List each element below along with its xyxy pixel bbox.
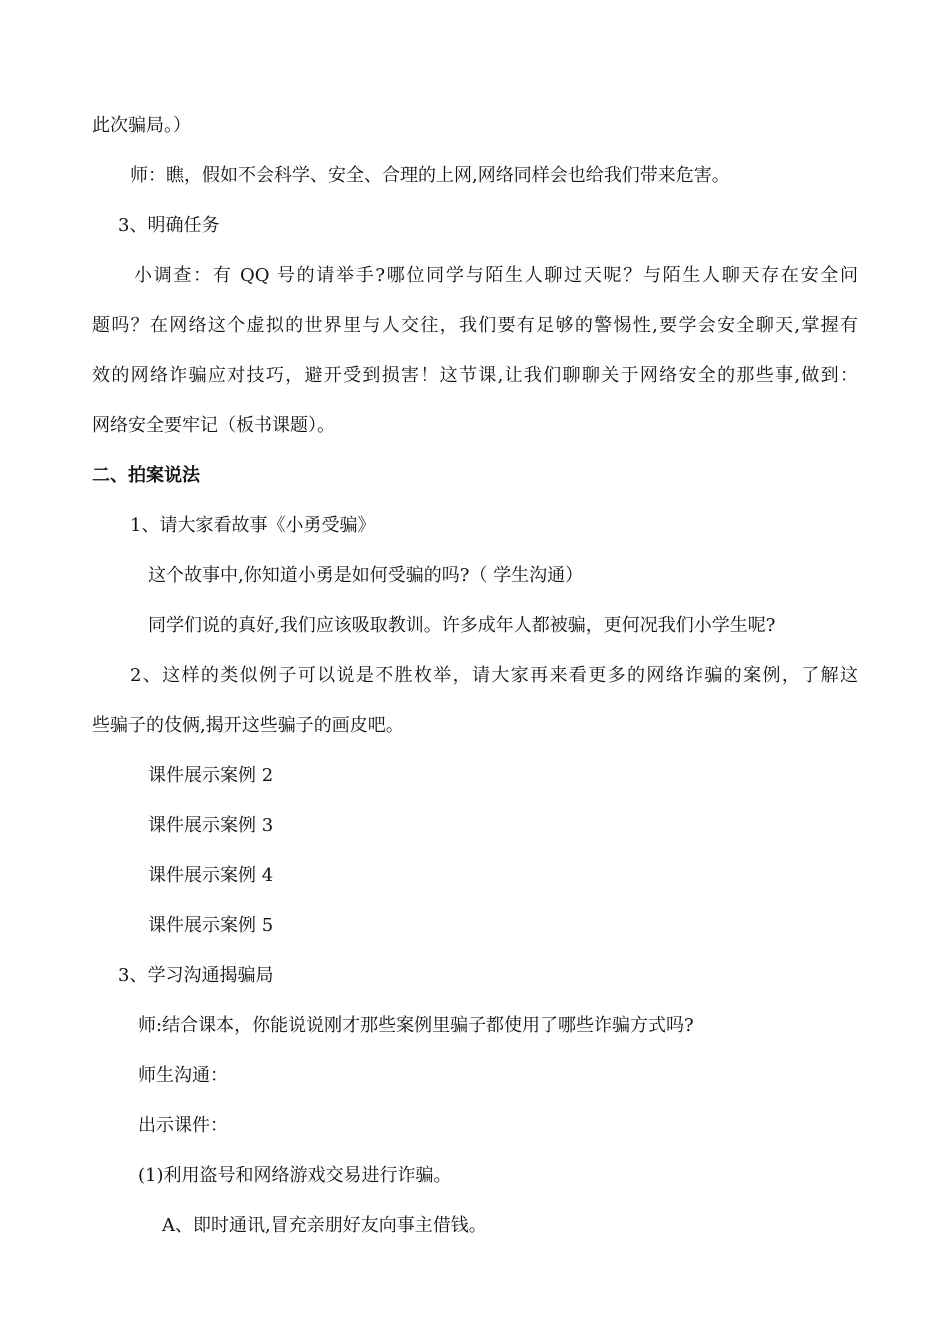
list-item: 课件展示案例 4 (148, 865, 274, 886)
section-subheading: 3、学习沟通揭骗局 (118, 965, 274, 986)
section-subheading: 3、明确任务 (118, 215, 220, 236)
list-item: (1)利用盗号和网络游戏交易进行诈骗。 (138, 1165, 452, 1186)
paragraph-line: 小调查：有 QQ 号的请举手?哪位同学与陌生人聊过天呢？与陌生人聊天存在安全问 (134, 265, 858, 286)
paragraph-line: 2、这样的类似例子可以说是不胜枚举，请大家再来看更多的网络诈骗的案例，了解这 (130, 665, 858, 686)
list-item: 课件展示案例 3 (148, 815, 274, 836)
paragraph-line: 师：瞧，假如不会科学、安全、合理的上网,网络同样会也给我们带来危害。 (130, 165, 730, 186)
paragraph-line: 些骗子的伎俩,揭开这些骗子的画皮吧。 (92, 715, 404, 736)
list-item: A、即时通讯,冒充亲朋好友向事主借钱。 (162, 1215, 487, 1236)
list-item: 课件展示案例 2 (148, 765, 274, 786)
section-subheading: 1、请大家看故事《小勇受骗》 (130, 515, 376, 536)
paragraph-line: 效的网络诈骗应对技巧，避开受到损害！这节课,让我们聊聊关于网络安全的那些事,做到： (92, 365, 858, 386)
paragraph-line: 网络安全要牢记（板书课题）。 (92, 415, 335, 436)
paragraph-line: 这个故事中,你知道小勇是如何受骗的吗?（ 学生沟通） (148, 565, 584, 586)
paragraph-line: 师:结合课本，你能说说刚才那些案例里骗子都使用了哪些诈骗方式吗? (138, 1015, 694, 1036)
paragraph-line: 此次骗局。） (92, 115, 191, 136)
list-item: 课件展示案例 5 (148, 915, 274, 936)
paragraph-line: 同学们说的真好,我们应该吸取教训。许多成年人都被骗，更何况我们小学生呢? (148, 615, 776, 636)
paragraph-line: 师生沟通： (138, 1065, 228, 1086)
paragraph-line: 题吗？在网络这个虚拟的世界里与人交往，我们要有足够的警惕性,要学会安全聊天,掌握有 (92, 315, 858, 336)
paragraph-line: 出示课件： (138, 1115, 228, 1136)
section-heading: 二、拍案说法 (92, 465, 200, 486)
